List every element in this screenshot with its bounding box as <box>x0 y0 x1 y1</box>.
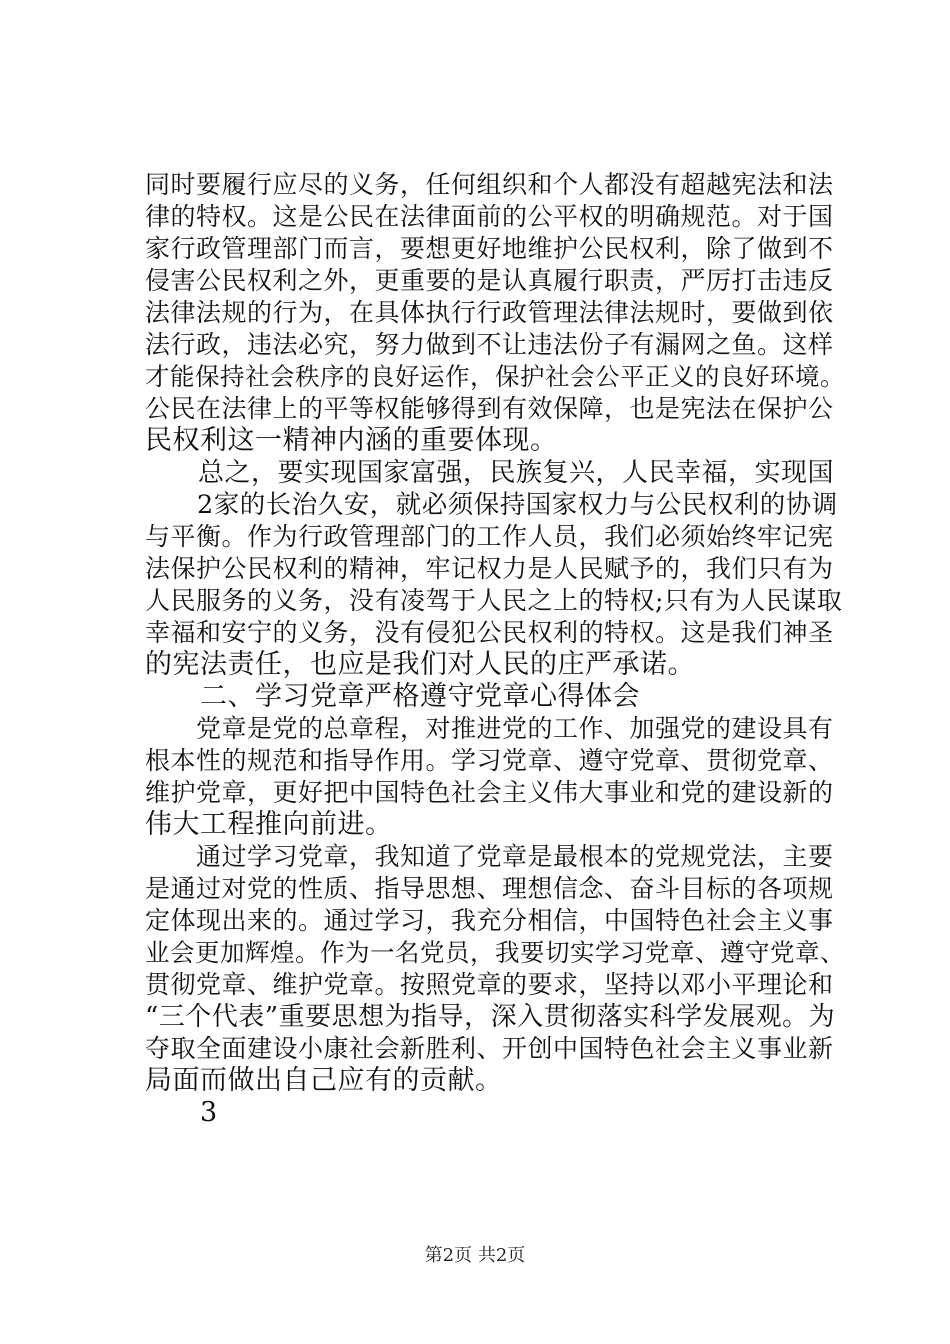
text-line: 2家的长治久安，就必须保持国家权力与公民权利的协调 <box>145 490 838 520</box>
text-line: 民权利这一精神内涵的重要体现。 <box>145 425 558 456</box>
text-line: 是通过对党的性质、指导思想、理想信念、奋斗目标的各项规 <box>145 874 834 903</box>
text-line: 同时要履行应尽的义务，任何组织和个人都没有超越宪法和法 <box>145 170 834 199</box>
text-line: 党章是党的总章程，对推进党的工作、加强党的建设具有 <box>145 714 834 743</box>
text-line: 定体现出来的。通过学习，我充分相信，中国特色社会主义事 <box>145 906 834 935</box>
text-line: 幸福和安宁的义务，没有侵犯公民权利的特权。这是我们神圣 <box>145 618 834 647</box>
page-footer: 第2页 共2页 <box>424 1245 526 1266</box>
text-line: 侵害公民权利之外，更重要的是认真履行职责，严厉打击违反 <box>145 266 834 295</box>
page-number-marker: 3 <box>145 1097 218 1128</box>
text-line: 人民服务的义务，没有凌驾于人民之上的特权;只有为人民谋取 <box>145 586 843 615</box>
section-heading: 二、学习党章严格遵守党章心得体会 <box>145 681 640 712</box>
text-line: 贯彻党章、维护党章。按照党章的要求，坚持以邓小平理论和 <box>145 970 834 999</box>
text-line: 才能保持社会秩序的良好运作，保护社会公平正义的良好环境。 <box>145 362 845 391</box>
text-line: 家行政管理部门而言，要想更好地维护公民权利，除了做到不 <box>145 234 834 263</box>
text-line: 法行政，违法必究，努力做到不让违法份子有漏网之鱼。这样 <box>145 330 834 359</box>
text-line: 伟大工程推向前进。 <box>145 809 393 840</box>
text-line: 法律法规的行为，在具体执行行政管理法律法规时，要做到依 <box>145 298 834 327</box>
text-line: 律的特权。这是公民在法律面前的公平权的明确规范。对于国 <box>145 202 834 231</box>
text-line: 夺取全面建设小康社会新胜利、开创中国特色社会主义事业新 <box>145 1034 834 1063</box>
text-line: 与平衡。作为行政管理部门的工作人员，我们必须始终牢记宪 <box>145 522 834 551</box>
text-line: 法保护公民权利的精神，牢记权力是人民赋予的，我们只有为 <box>145 554 834 583</box>
text-line: 通过学习党章，我知道了党章是最根本的党规党法，主要 <box>145 842 834 871</box>
text-line: 局面而做出自己应有的贡献。 <box>145 1065 503 1096</box>
text-line: 的宪法责任，也应是我们对人民的庄严承诺。 <box>145 649 695 680</box>
text-line: “三个代表”重要思想为指导，深入贯彻落实科学发展观。为 <box>145 1002 836 1032</box>
text-line: 总之，要实现国家富强，民族复兴，人民幸福，实现国 <box>145 458 835 488</box>
text-line: 业会更加辉煌。作为一名党员，我要切实学习党章、遵守党章、 <box>145 938 845 967</box>
text-line: 维护党章，更好把中国特色社会主义伟大事业和党的建设新的 <box>145 778 834 807</box>
text-line: 公民在法律上的平等权能够得到有效保障，也是宪法在保护公 <box>145 394 834 423</box>
text-line: 根本性的规范和指导作用。学习党章、遵守党章、贯彻党章、 <box>145 746 834 775</box>
